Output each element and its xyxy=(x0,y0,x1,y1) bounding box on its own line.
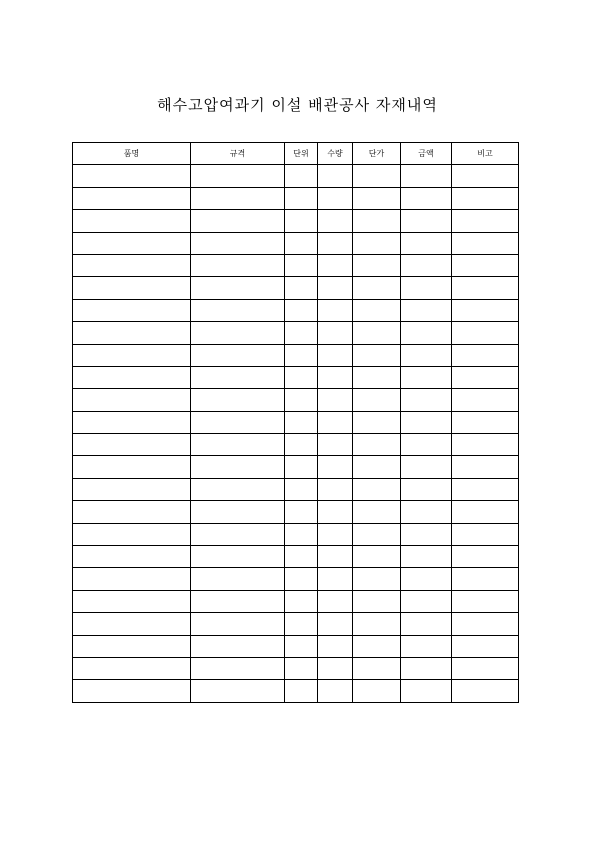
cell-quantity xyxy=(318,254,353,276)
cell-remarks xyxy=(452,210,519,232)
cell-unit-price xyxy=(353,277,401,299)
cell-remarks xyxy=(452,366,519,388)
cell-unit-price xyxy=(353,165,401,187)
cell-item-name xyxy=(73,232,191,254)
cell-unit-price xyxy=(353,546,401,568)
header-unit: 단위 xyxy=(285,143,318,165)
cell-remarks xyxy=(452,501,519,523)
table-row xyxy=(73,187,519,209)
cell-unit-price xyxy=(353,590,401,612)
cell-unit xyxy=(285,187,318,209)
table-row xyxy=(73,165,519,187)
cell-remarks xyxy=(452,389,519,411)
table-row xyxy=(73,456,519,478)
cell-quantity xyxy=(318,277,353,299)
cell-item-name xyxy=(73,366,191,388)
cell-quantity xyxy=(318,657,353,679)
cell-unit xyxy=(285,389,318,411)
cell-item-name xyxy=(73,568,191,590)
cell-item-name xyxy=(73,546,191,568)
table-row xyxy=(73,568,519,590)
table-row xyxy=(73,680,519,702)
table-row xyxy=(73,478,519,500)
cell-quantity xyxy=(318,680,353,702)
cell-unit xyxy=(285,165,318,187)
cell-remarks xyxy=(452,322,519,344)
cell-item-name xyxy=(73,613,191,635)
cell-remarks xyxy=(452,680,519,702)
cell-remarks xyxy=(452,434,519,456)
cell-remarks xyxy=(452,657,519,679)
table-row xyxy=(73,546,519,568)
cell-unit-price xyxy=(353,366,401,388)
cell-spec xyxy=(191,523,285,545)
cell-remarks xyxy=(452,187,519,209)
header-row xyxy=(73,143,519,165)
cell-item-name xyxy=(73,590,191,612)
table-row xyxy=(73,322,519,344)
cell-spec xyxy=(191,299,285,321)
cell-amount xyxy=(401,210,452,232)
cell-spec xyxy=(191,456,285,478)
table-row xyxy=(73,344,519,366)
header-remarks: 비고 xyxy=(452,143,519,165)
cell-unit-price xyxy=(353,456,401,478)
cell-remarks xyxy=(452,165,519,187)
table-row xyxy=(73,366,519,388)
cell-quantity xyxy=(318,232,353,254)
cell-item-name xyxy=(73,680,191,702)
header-spec: 규격 xyxy=(191,143,285,165)
cell-amount xyxy=(401,277,452,299)
materials-table xyxy=(72,142,519,703)
cell-unit-price xyxy=(353,232,401,254)
cell-item-name xyxy=(73,411,191,433)
cell-amount xyxy=(401,322,452,344)
cell-remarks xyxy=(452,456,519,478)
cell-remarks xyxy=(452,590,519,612)
cell-quantity xyxy=(318,590,353,612)
cell-unit xyxy=(285,322,318,344)
cell-item-name xyxy=(73,501,191,523)
cell-amount xyxy=(401,613,452,635)
cell-unit xyxy=(285,680,318,702)
cell-unit-price xyxy=(353,344,401,366)
cell-quantity xyxy=(318,299,353,321)
cell-quantity xyxy=(318,389,353,411)
cell-spec xyxy=(191,254,285,276)
cell-amount xyxy=(401,590,452,612)
cell-amount xyxy=(401,299,452,321)
cell-quantity xyxy=(318,613,353,635)
table-row xyxy=(73,210,519,232)
table-row xyxy=(73,613,519,635)
cell-remarks xyxy=(452,546,519,568)
cell-amount xyxy=(401,165,452,187)
cell-remarks xyxy=(452,523,519,545)
cell-unit-price xyxy=(353,389,401,411)
cell-item-name xyxy=(73,635,191,657)
cell-item-name xyxy=(73,389,191,411)
cell-amount xyxy=(401,501,452,523)
cell-spec xyxy=(191,546,285,568)
cell-quantity xyxy=(318,322,353,344)
cell-spec xyxy=(191,478,285,500)
header-item-name: 품명 xyxy=(73,143,191,165)
cell-quantity xyxy=(318,434,353,456)
cell-spec xyxy=(191,322,285,344)
cell-unit xyxy=(285,299,318,321)
cell-remarks xyxy=(452,568,519,590)
cell-amount xyxy=(401,389,452,411)
cell-unit-price xyxy=(353,657,401,679)
cell-item-name xyxy=(73,187,191,209)
cell-unit xyxy=(285,434,318,456)
cell-unit-price xyxy=(353,478,401,500)
cell-unit xyxy=(285,366,318,388)
cell-unit-price xyxy=(353,523,401,545)
cell-amount xyxy=(401,635,452,657)
table-row xyxy=(73,389,519,411)
table-row xyxy=(73,657,519,679)
header-amount: 금액 xyxy=(401,143,452,165)
table-row xyxy=(73,501,519,523)
cell-amount xyxy=(401,344,452,366)
cell-amount xyxy=(401,366,452,388)
cell-remarks xyxy=(452,299,519,321)
cell-spec xyxy=(191,165,285,187)
cell-spec xyxy=(191,613,285,635)
cell-quantity xyxy=(318,210,353,232)
cell-quantity xyxy=(318,366,353,388)
cell-spec xyxy=(191,210,285,232)
cell-item-name xyxy=(73,523,191,545)
cell-unit-price xyxy=(353,411,401,433)
cell-item-name xyxy=(73,344,191,366)
table-row xyxy=(73,434,519,456)
cell-remarks xyxy=(452,254,519,276)
cell-quantity xyxy=(318,456,353,478)
cell-quantity xyxy=(318,187,353,209)
cell-amount xyxy=(401,434,452,456)
cell-amount xyxy=(401,657,452,679)
cell-unit xyxy=(285,344,318,366)
cell-unit-price xyxy=(353,254,401,276)
cell-spec xyxy=(191,366,285,388)
cell-spec xyxy=(191,389,285,411)
cell-amount xyxy=(401,478,452,500)
cell-quantity xyxy=(318,546,353,568)
cell-spec xyxy=(191,568,285,590)
cell-unit-price xyxy=(353,635,401,657)
cell-spec xyxy=(191,501,285,523)
cell-unit xyxy=(285,232,318,254)
cell-remarks xyxy=(452,478,519,500)
cell-item-name xyxy=(73,434,191,456)
cell-unit xyxy=(285,210,318,232)
cell-quantity xyxy=(318,478,353,500)
cell-item-name xyxy=(73,478,191,500)
cell-spec xyxy=(191,187,285,209)
cell-remarks xyxy=(452,613,519,635)
table-row xyxy=(73,277,519,299)
cell-spec xyxy=(191,590,285,612)
cell-unit-price xyxy=(353,299,401,321)
header-quantity: 수량 xyxy=(318,143,353,165)
cell-amount xyxy=(401,232,452,254)
cell-amount xyxy=(401,411,452,433)
cell-spec xyxy=(191,657,285,679)
cell-unit xyxy=(285,657,318,679)
cell-amount xyxy=(401,546,452,568)
cell-spec xyxy=(191,434,285,456)
header-unit-price: 단가 xyxy=(353,143,401,165)
table-row xyxy=(73,411,519,433)
cell-item-name xyxy=(73,277,191,299)
cell-amount xyxy=(401,456,452,478)
cell-quantity xyxy=(318,635,353,657)
cell-unit-price xyxy=(353,613,401,635)
cell-unit-price xyxy=(353,210,401,232)
table-row xyxy=(73,523,519,545)
cell-unit xyxy=(285,254,318,276)
cell-unit xyxy=(285,277,318,299)
cell-unit xyxy=(285,635,318,657)
cell-spec xyxy=(191,344,285,366)
cell-remarks xyxy=(452,411,519,433)
cell-unit xyxy=(285,501,318,523)
cell-unit xyxy=(285,613,318,635)
cell-amount xyxy=(401,568,452,590)
cell-item-name xyxy=(73,322,191,344)
cell-remarks xyxy=(452,635,519,657)
cell-spec xyxy=(191,635,285,657)
cell-amount xyxy=(401,254,452,276)
cell-quantity xyxy=(318,411,353,433)
cell-quantity xyxy=(318,165,353,187)
cell-item-name xyxy=(73,456,191,478)
table-row xyxy=(73,232,519,254)
cell-spec xyxy=(191,277,285,299)
table-row xyxy=(73,299,519,321)
cell-remarks xyxy=(452,344,519,366)
cell-spec xyxy=(191,411,285,433)
table-row xyxy=(73,635,519,657)
cell-unit-price xyxy=(353,322,401,344)
cell-quantity xyxy=(318,523,353,545)
cell-unit xyxy=(285,568,318,590)
cell-unit xyxy=(285,523,318,545)
table-row xyxy=(73,590,519,612)
cell-quantity xyxy=(318,568,353,590)
cell-spec xyxy=(191,232,285,254)
cell-remarks xyxy=(452,277,519,299)
cell-unit xyxy=(285,590,318,612)
cell-amount xyxy=(401,680,452,702)
table-body xyxy=(73,165,519,702)
cell-remarks xyxy=(452,232,519,254)
cell-quantity xyxy=(318,344,353,366)
cell-unit xyxy=(285,478,318,500)
cell-quantity xyxy=(318,501,353,523)
table-row xyxy=(73,254,519,276)
cell-item-name xyxy=(73,254,191,276)
cell-unit xyxy=(285,411,318,433)
cell-unit-price xyxy=(353,501,401,523)
cell-unit xyxy=(285,546,318,568)
cell-item-name xyxy=(73,210,191,232)
cell-unit xyxy=(285,456,318,478)
cell-item-name xyxy=(73,299,191,321)
cell-item-name xyxy=(73,657,191,679)
cell-unit-price xyxy=(353,680,401,702)
cell-item-name xyxy=(73,165,191,187)
cell-amount xyxy=(401,523,452,545)
page-title: 해수고압여과기 이설 배관공사 자재내역 xyxy=(157,96,438,114)
cell-unit-price xyxy=(353,187,401,209)
cell-unit-price xyxy=(353,434,401,456)
cell-spec xyxy=(191,680,285,702)
cell-amount xyxy=(401,187,452,209)
cell-unit-price xyxy=(353,568,401,590)
